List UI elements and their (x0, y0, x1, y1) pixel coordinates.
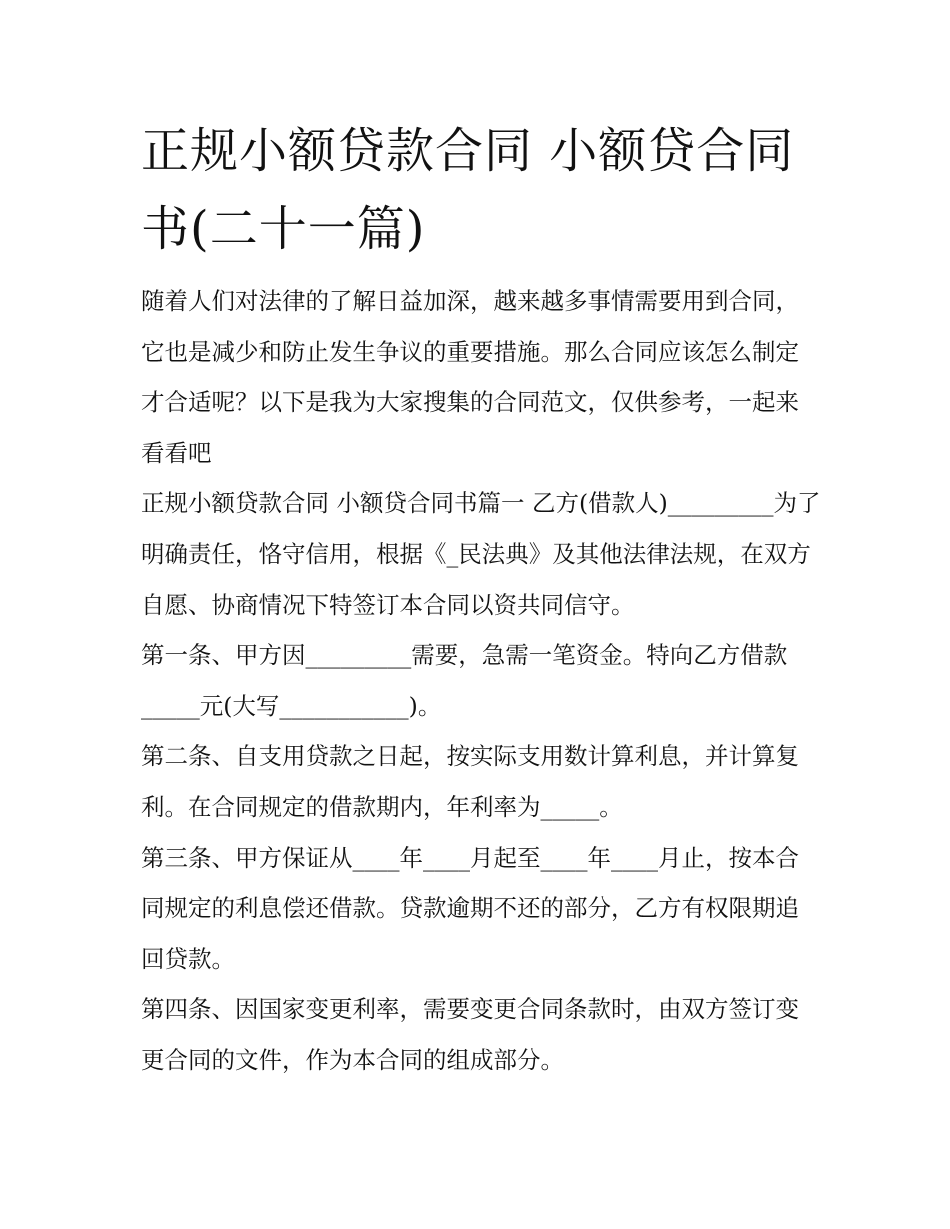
article-3-paragraph: 第三条、甲方保证从____年____月起至____年____月止，按本合同规定的利息偿还借款。贷款逾期不还的部分，乙方有权限期追回贷款。 (141, 843, 799, 973)
document-title: 正规小额贷款合同 小额贷合同书(二十一篇) (141, 123, 795, 257)
article-2-paragraph: 第二条、自支用贷款之日起，按实际支用数计算利息，并计算复利。在合同规定的借款期内，年利率为_____。 (141, 742, 799, 821)
document-body (141, 276, 821, 1086)
contract-preamble-paragraph: 正规小额贷款合同 小额贷合同书篇一 乙方(借款人)_________为了明确责任，恪守信用，根据《_民法典》及其他法律法规，在双方自愿、协商情况下特签订本合同以资共同信守。 (141, 489, 821, 619)
intro-paragraph: 随着人们对法律的了解日益加深，越来越多事情需要用到合同，它也是减少和防止发生争议的重要措施。那么合同应该怎么制定才合适呢？以下是我为大家搜集的合同范文，仅供参考，一起来看看吧 (141, 287, 799, 467)
article-4-paragraph: 第四条、因国家变更利率，需要变更合同条款时，由双方签订变更合同的文件，作为本合同的组成部分。 (141, 995, 799, 1074)
article-1-paragraph: 第一条、甲方因_________需要，急需一笔资金。特向乙方借款_____元(大写___________)。 (141, 641, 788, 720)
